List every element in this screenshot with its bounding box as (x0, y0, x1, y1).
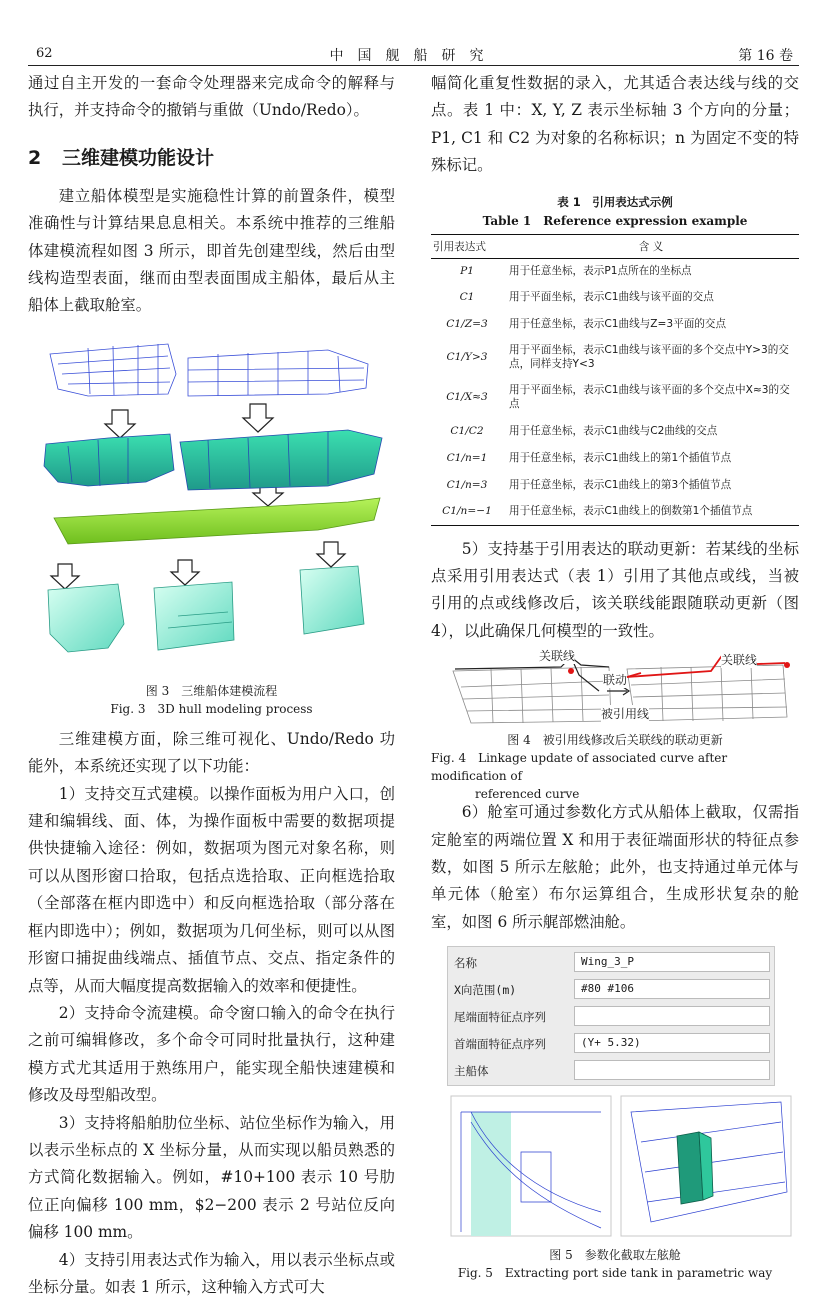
wireframe-lines-right (188, 350, 368, 396)
reference-point-left (568, 668, 574, 674)
table-cell-expression: C1/C2 (450, 424, 484, 437)
function-item-4: 4）支持引用表达式作为输入，用以表示坐标点或坐标分量。如表 1 所示，这种输入方式可大 (28, 1250, 395, 1296)
table-row (431, 258, 799, 283)
form-label: 名称 (454, 956, 477, 971)
section-title: 三维建模功能设计 (62, 146, 215, 169)
table-cell-meaning: 用于平面坐标，表示C1曲线与该平面的多个交点中X≈3的交点 (509, 384, 790, 411)
main-hull-body (54, 498, 380, 544)
table-cell-expression: C1/X≈3 (446, 391, 488, 404)
figure-3 (28, 334, 395, 726)
table-row (431, 444, 799, 471)
table-cell-meaning: 用于平面坐标，表示C1曲线与该平面的多个交点中Y>3的交点，同样支持Y<3 (509, 344, 789, 371)
table-cell-expression: C1/Y>3 (446, 351, 488, 364)
main-hull-field[interactable] (574, 1060, 770, 1080)
function-item-5: 5）支持基于引用表达的联动更新：若某线的坐标点采用引用表达式（表 1）引用了其他点或线，当被引用的点或线修改后，该关联线能跟随联动更新（图 4），以此确保几何模型的一致性。 (431, 539, 799, 640)
table-cell-meaning: 用于任意坐标，表示C1曲线上的倒数第1个插值节点 (509, 505, 753, 518)
name-field[interactable]: Wing_3_P (574, 952, 770, 972)
table-row (431, 417, 799, 444)
reference-point-right (784, 662, 790, 668)
left-column (28, 70, 395, 1301)
table-row (431, 337, 799, 377)
section-number: 2 (28, 146, 42, 169)
function-item-2: 2）支持命令流建模。命令窗口输入的命令在执行之前可编辑修改，多个命令可同时批量执行，这种建模方式尤其适用于熟练用户，能实现全船快速建模和修改及母型船改型。 (28, 1003, 395, 1105)
hull-surfaces (44, 430, 382, 490)
page-header (28, 44, 799, 64)
table-header-expression: 引用表达式 (433, 240, 486, 253)
label-associated-curve-right: 关联线 (721, 653, 758, 668)
form-row (448, 1030, 776, 1056)
table-cell-meaning: 用于任意坐标，表示C1曲线与Z=3平面的交点 (509, 317, 727, 330)
figure-5-caption-zh: 图 5 参数化截取左舷舱 (549, 1248, 681, 1263)
table-row (431, 471, 799, 498)
table-cell-meaning: 用于平面坐标，表示C1曲线与该平面的交点 (509, 290, 714, 303)
table-cell-expression: P1 (460, 264, 474, 277)
table-1-title-zh: 表 1 引用表达式示例 (557, 194, 673, 209)
form-row (448, 1057, 776, 1083)
form-label: X向范围(m) (454, 983, 517, 998)
parameter-panel (447, 946, 775, 1086)
volume-label: 第 16 卷 (738, 48, 793, 64)
wireframe-lines-left (50, 344, 176, 396)
figure-4-caption-zh: 图 4 被引用线修改后关联线的联动更新 (507, 733, 723, 748)
form-label: 主船体 (454, 1064, 489, 1079)
table-header-row (431, 234, 799, 258)
table-row (431, 310, 799, 337)
figure-4-caption-en-line1: Fig. 4 Linkage update of associated curve after modification of (431, 751, 728, 784)
label-associated-curve-left: 关联线 (539, 649, 576, 664)
figure-3-caption-en: Fig. 3 3D hull modeling process (110, 701, 313, 716)
table-cell-meaning: 用于任意坐标，表示C1曲线上的第3个插值节点 (509, 478, 732, 491)
flow-arrows (51, 404, 345, 589)
label-linkage: 联动 (603, 673, 628, 688)
table-cell-meaning: 用于任意坐标，表示P1点所在的坐标点 (509, 264, 692, 277)
page-number: 62 (36, 46, 53, 61)
table-cell-expression: C1/n=−1 (442, 505, 492, 518)
hull-modeling-diagram (28, 334, 395, 674)
table-1-title-en: Table 1 Reference expression example (482, 213, 748, 228)
right-column (431, 70, 799, 1290)
journal-title: 中国舰船研究 (329, 48, 498, 64)
table-cell-expression: C1/n=3 (446, 478, 488, 491)
reference-expression-table (431, 234, 799, 526)
section-heading (28, 143, 395, 170)
figure-5 (431, 946, 799, 1290)
fore-feature-points-field[interactable]: (Y+ 5.32) (574, 1033, 770, 1053)
figure-4 (431, 649, 799, 802)
form-row (448, 1003, 776, 1029)
table-row (431, 498, 799, 525)
build-paragraph: 建立船体模型是实施稳性计算的前置条件，模型准确性与计算结果息息相关。本系统中推荐的三维船体建模流程如图 3 所示，即首先创建型线，然后由型线构造型表面，继而由型表面围成主船体，最后从主船体上截取舱室。 (28, 186, 395, 315)
function-item-6: 6）舱室可通过参数化方式从船体上截取，仅需指定舱室的两端位置 X 和用于表征端面形状的特征点参数，如图 5 所示左舷舱；此外，也支持通过单元体与单元体（舱室）布尔运算组合，生成形状复杂的舱室，如图 6 所示艉部燃油舱。 (431, 803, 799, 931)
form-label: 首端面特征点序列 (454, 1037, 546, 1052)
form-row (448, 976, 776, 1002)
table-cell-expression: C1/Z=3 (446, 317, 488, 330)
continued-paragraph: 幅简化重复性数据的录入，尤其适合表达线与线的交点。表 1 中：X, Y, Z 表示坐标轴 3 个方向的分量；P1, C1 和 C2 为对象的名称标识；n 为固定不变的特殊标记。 (431, 74, 799, 175)
table-cell-meaning: 用于任意坐标，表示C1曲线与C2曲线的交点 (509, 424, 718, 437)
compartment-blocks (48, 566, 364, 652)
referenced-curve-left (571, 657, 599, 691)
label-referenced-curve: 被引用线 (601, 707, 650, 722)
x-range-field[interactable]: #80 #106 (574, 979, 770, 999)
table-cell-expression: C1 (459, 290, 475, 303)
table-cell-meaning: 用于任意坐标，表示C1曲线上的第1个插值节点 (509, 451, 732, 464)
functions-intro-paragraph: 三维建模方面，除三维可视化、Undo/Redo 功能外，本系统还实现了以下功能： (28, 729, 395, 776)
port-tank-block (677, 1132, 703, 1204)
table-header-meaning: 含 义 (638, 240, 664, 253)
table-row (431, 377, 799, 417)
table-row (431, 283, 799, 310)
figure-3-caption-zh: 图 3 三维船体建模流程 (145, 683, 278, 698)
function-item-1: 1）支持交互式建模。以操作面板为用户入口，创建和编辑线、面、体，为操作面板中需要的数据项提供快捷输入途径：例如，数据项为图元对象名称，则可以从图形窗口拾取，包括点选拾取、正向框选拾取（全部落在框内即选中）和反向框选拾取（部分落在框内即选中）；例如，数据项为几何坐标，则可以从图形窗口捕捉曲线端点、插值节点、交点、指定条件的点等，从而大幅度提高数据输入的效率和便捷性。 (28, 784, 395, 995)
header-rule (28, 65, 799, 66)
table-cell-expression: C1/n=1 (446, 451, 488, 464)
form-row (448, 949, 776, 975)
port-tank-views (431, 1092, 799, 1242)
function-item-3: 3）支持将船舶肋位坐标、站位坐标作为输入，用以表示坐标点的 X 坐标分量，从而实现以船员熟悉的方式简化数据输入。例如，#10+100 表示 10 号肋位正向偏移 100 mm，$2−200 表示 2 号站位反向偏移 100 mm。 (28, 1113, 395, 1242)
intro-paragraph: 通过自主开发的一套命令处理器来完成命令的解释与执行，并支持命令的撤销与重做（Undo/Redo）。 (28, 74, 395, 120)
figure-5-caption-en: Fig. 5 Extracting port side tank in parametric way (457, 1266, 773, 1281)
aft-feature-points-field[interactable] (574, 1006, 770, 1026)
figure-4-caption-en-line2: referenced curve (475, 787, 580, 802)
form-label: 尾端面特征点序列 (454, 1010, 546, 1025)
